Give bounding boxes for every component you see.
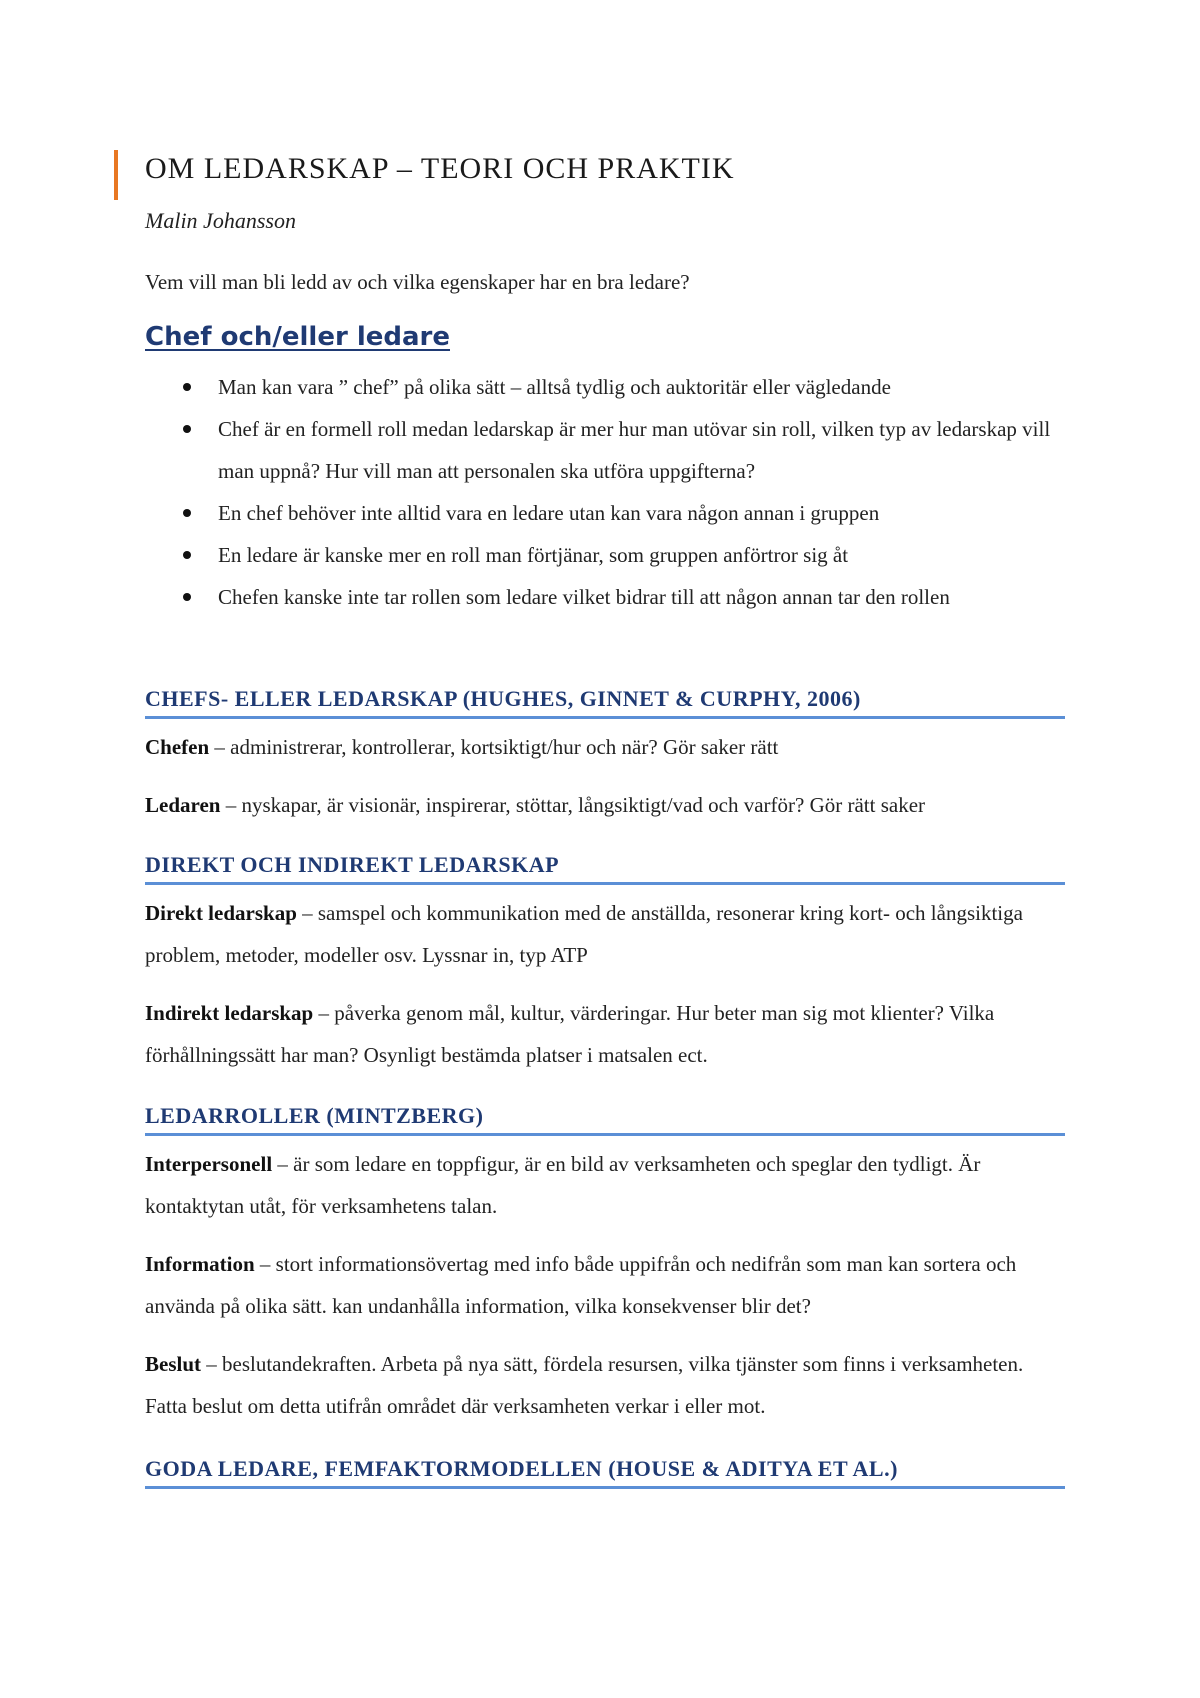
definition-information: Information – stort informationsövertag med info både uppifrån och nedifrån som man kan sortera och använda på olika sätt. kan undanhålla information, vilka konsekvenser blir det? [145, 1252, 1017, 1318]
list-item: En ledare är kanske mer en roll man förtjänar, som gruppen anförtror sig åt [145, 534, 1065, 576]
section-heading-goda-ledare: GODA LEDARE, FEMFAKTORMODELLEN (HOUSE & ADITYA ET AL.) [145, 1456, 1065, 1489]
definition-direkt: Direkt ledarskap – samspel och kommunikation med de anställda, resonerar kring kort- och långsiktiga problem, metoder, modeller osv. Lyssnar in, typ ATP [145, 901, 1023, 967]
section-heading-direkt-indirekt: DIREKT OCH INDIREKT LEDARSKAP [145, 852, 1065, 885]
bullet-icon [183, 509, 191, 517]
title-accent-bar [114, 150, 118, 200]
list-item: Chefen kanske inte tar rollen som ledare vilket bidrar till att någon annan tar den rollen [145, 576, 1065, 618]
definition-chefen: Chefen – administrerar, kontrollerar, kortsiktigt/hur och när? Gör saker rätt [145, 735, 779, 759]
definition-ledaren: Ledaren – nyskapar, är visionär, inspirerar, stöttar, långsiktigt/vad och varför? Gör rätt saker [145, 793, 926, 817]
bullet-list [145, 366, 1065, 618]
section-heading-ledarroller: LEDARROLLER (MINTZBERG) [145, 1103, 1065, 1136]
bullet-icon [183, 593, 191, 601]
list-item: En chef behöver inte alltid vara en ledare utan kan vara någon annan i gruppen [145, 492, 1065, 534]
definition-beslut: Beslut – beslutandekraften. Arbeta på nya sätt, fördela resursen, vilka tjänster som finns i verksamheten. Fatta beslut om detta utifrån området där verksamheten verkar i eller mot. [145, 1352, 1024, 1418]
document-title: OM LEDARSKAP – TEORI OCH PRAKTIK [145, 152, 735, 185]
list-item: Man kan vara ” chef” på olika sätt – alltså tydlig och auktoritär eller vägledande [145, 366, 1065, 408]
bullet-icon [183, 425, 191, 433]
section-heading-chefs-ledarskap: CHEFS- ELLER LEDARSKAP (HUGHES, GINNET & CURPHY, 2006) [145, 686, 1065, 719]
bullet-icon [183, 383, 191, 391]
definition-interpersonell: Interpersonell – är som ledare en toppfigur, är en bild av verksamheten och speglar den tydligt. Är kontaktytan utåt, för verksamhetens talan. [145, 1152, 981, 1218]
list-item: Chef är en formell roll medan ledarskap är mer hur man utövar sin roll, vilken typ av ledarskap vill man uppnå? Hur vill man att personalen ska utföra uppgifterna? [145, 408, 1065, 492]
author-name: Malin Johansson [145, 208, 296, 233]
section-heading-chef-ledare: Chef och/eller ledare [145, 322, 450, 352]
definition-indirekt: Indirekt ledarskap – påverka genom mål, kultur, värderingar. Hur beter man sig mot klienter? Vilka förhållningssätt har man? Osynligt bestämda platser i matsalen ect. [145, 1001, 995, 1067]
intro-question: Vem vill man bli ledd av och vilka egenskaper har en bra ledare? [145, 270, 690, 294]
bullet-icon [183, 551, 191, 559]
